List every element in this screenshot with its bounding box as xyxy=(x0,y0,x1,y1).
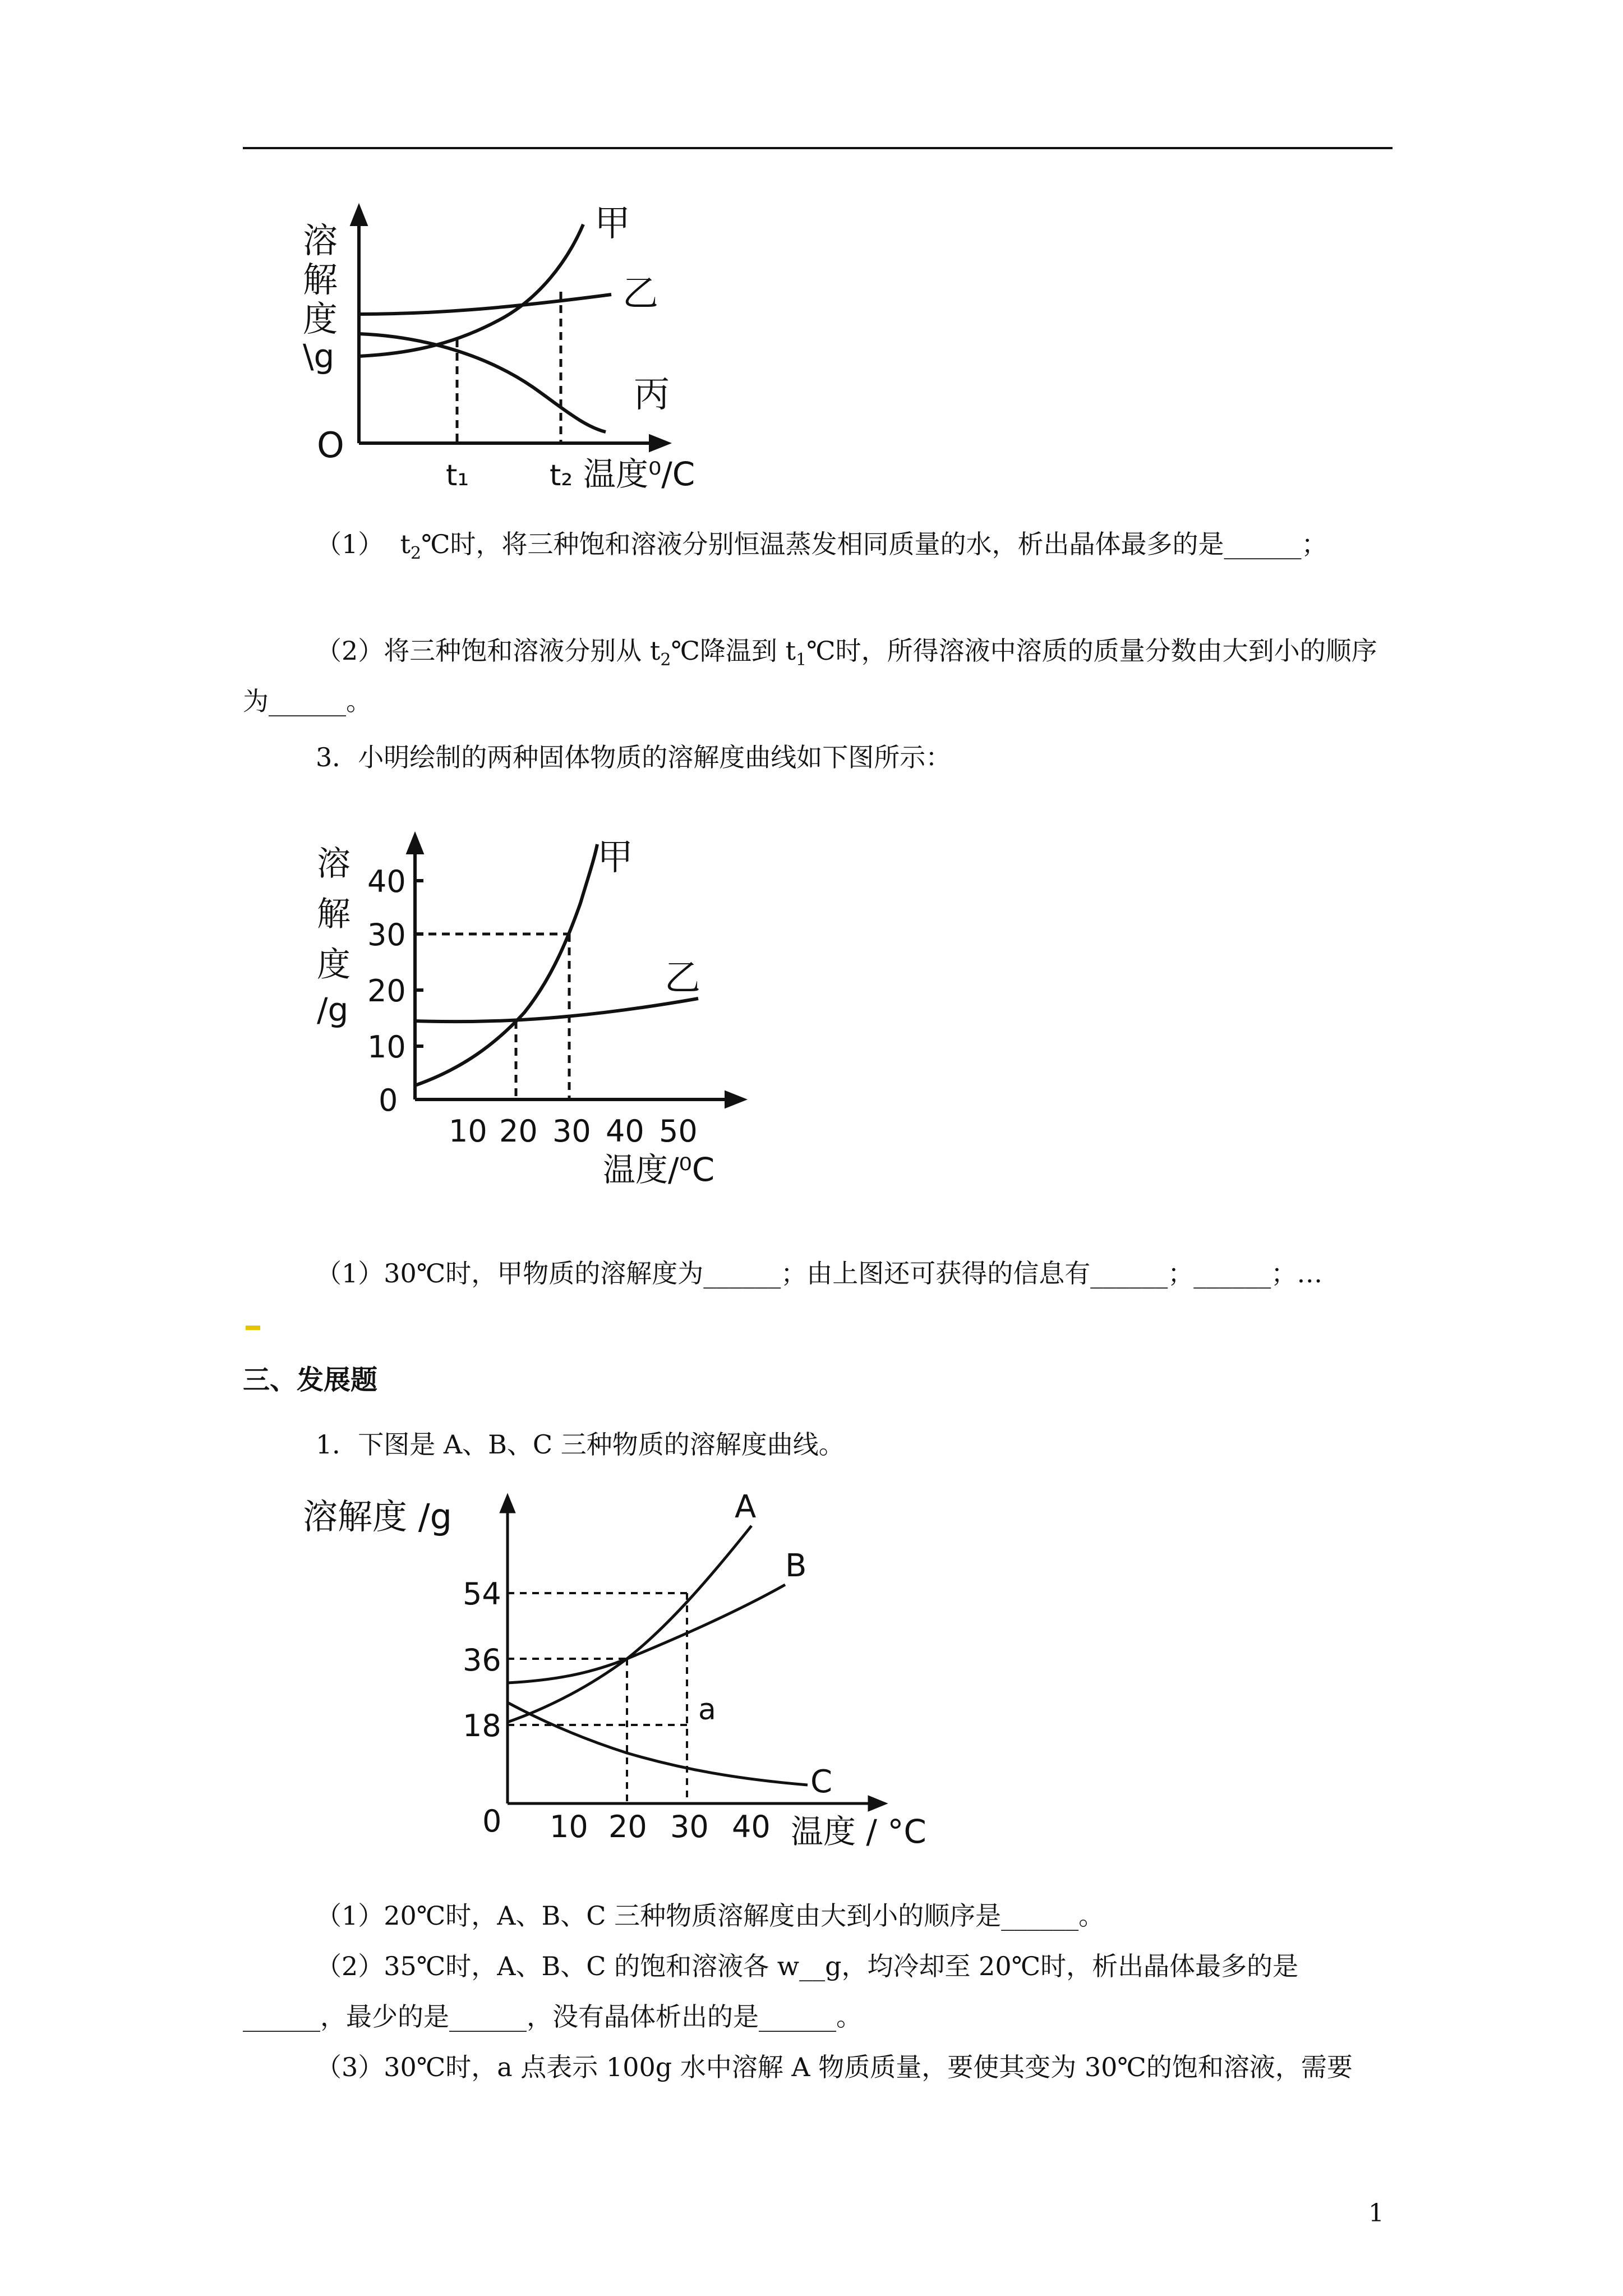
fig3-xtick-20: 20 xyxy=(608,1809,647,1844)
fig1-y-label-1: 溶 xyxy=(303,220,338,261)
fig3-point-a: a xyxy=(698,1693,716,1727)
fig3-xtick-40: 40 xyxy=(732,1809,771,1844)
fig2-ytick-0: 0 xyxy=(379,1083,398,1118)
fig3-x-label: 温度 / °C xyxy=(791,1812,926,1851)
fig2-ytick-30: 30 xyxy=(367,917,406,953)
fig2-y-arrow xyxy=(408,836,422,853)
fig1-origin: O xyxy=(317,425,344,466)
fig1-y-label-3: 度 xyxy=(303,298,338,339)
fig1-series-jia: 甲 xyxy=(594,203,630,245)
fig1-series-bing: 丙 xyxy=(634,374,670,416)
fig3-ytick-18: 18 xyxy=(463,1708,501,1743)
fig1-y-label-4: \g xyxy=(303,337,335,375)
fig2-ytick-20: 20 xyxy=(367,973,406,1009)
fig2-y-label-2: 解 xyxy=(317,895,351,934)
fig2-xtick-50: 50 xyxy=(659,1114,698,1149)
fig2-y-label-1: 溶 xyxy=(317,844,351,884)
fig3-xtick-10: 10 xyxy=(550,1809,588,1844)
fig3-y-label: 溶解度 /g xyxy=(303,1496,452,1537)
fig3-x-arrow xyxy=(869,1797,884,1810)
fig2-series-yi: 乙 xyxy=(665,958,700,999)
fig2-ytick-40: 40 xyxy=(367,864,406,899)
fig1-y-arrow xyxy=(352,208,366,224)
fig2-x-arrow xyxy=(726,1093,743,1106)
fig2-xtick-40: 40 xyxy=(606,1114,644,1149)
fig2-y-label-3: 度 xyxy=(317,945,351,984)
fig2-curve-yi xyxy=(415,999,698,1022)
fig2-xtick-20: 20 xyxy=(499,1114,538,1149)
page-number: 1 xyxy=(1368,2199,1384,2228)
fig2-xtick-30: 30 xyxy=(552,1114,591,1149)
fig1-series-yi: 乙 xyxy=(623,273,658,315)
fig2-ytick-10: 10 xyxy=(367,1029,406,1065)
fig1-x-arrow xyxy=(651,436,667,450)
fig1-x-label: 温度⁰/C xyxy=(583,455,695,493)
section-q1-intro: 1．下图是 A、B、C 三种物质的溶解度曲线。 xyxy=(316,1429,845,1460)
fig3-series-C: C xyxy=(810,1764,833,1800)
fig3-curve-B xyxy=(508,1585,785,1683)
fig2-y-label-4: /g xyxy=(317,991,349,1029)
section-part1: （1）20℃时，A、B、C 三种物质溶解度由大到小的顺序是______。 xyxy=(316,1901,1105,1931)
fig1-tick-t2: t₂ xyxy=(550,459,573,493)
fig2-xtick-10: 10 xyxy=(449,1114,487,1149)
fig3-curve-C xyxy=(508,1703,808,1785)
fig3-series-A: A xyxy=(735,1489,757,1525)
solubility-figure-3 xyxy=(303,1489,965,1857)
fig3-ytick-36: 36 xyxy=(463,1642,501,1678)
q3-intro: 3．小明绘制的两种固体物质的溶解度曲线如下图所示： xyxy=(316,742,952,772)
header-rule xyxy=(243,147,1393,149)
fig2-x-label: 温度/⁰C xyxy=(603,1151,715,1189)
highlight-mark xyxy=(246,1326,260,1330)
q3-part1: （1）30℃时，甲物质的溶解度为______；由上图还可获得的信息有______；______；… xyxy=(316,1258,1323,1289)
fig3-ytick-54: 54 xyxy=(463,1576,501,1612)
solubility-figure-2 xyxy=(306,830,766,1189)
fig3-y-arrow xyxy=(501,1497,514,1512)
fig3-series-B: B xyxy=(785,1548,807,1584)
fig1-y-label-2: 解 xyxy=(303,259,338,300)
fig1-curve-bing xyxy=(359,334,606,432)
section-part3: （3）30℃时，a 点表示 100g 水中溶解 A 物质质量，要使其变为 30℃的饱和溶液，需要 xyxy=(316,2052,1353,2082)
fig2-series-jia: 甲 xyxy=(597,837,633,878)
fig3-xtick-30: 30 xyxy=(670,1809,709,1844)
fig1-tick-t1: t₁ xyxy=(446,459,469,493)
fig1-curve-yi xyxy=(359,295,611,314)
q2-part1: （1） $t_2℃$时，将三种饱和溶液分别恒温蒸发相同质量的水，析出晶体最多的是______； xyxy=(316,529,1327,564)
section-part2: （2）35℃时，A、B、C 的饱和溶液各 w__g，均冷却至 20℃时，析出晶体最多的是______，最少的是______，没有晶体析出的是______。 xyxy=(243,1951,1299,2032)
solubility-figure-1 xyxy=(292,202,740,505)
q2-part2: （2）将三种饱和溶液分别从 $t_2℃$降温到 $t_1℃$时，所得溶液中溶质的质量分数由大到小的顺序为______。 xyxy=(243,636,1377,716)
fig3-origin: 0 xyxy=(482,1803,502,1839)
section-title: 三、发展题 xyxy=(243,1364,378,1396)
